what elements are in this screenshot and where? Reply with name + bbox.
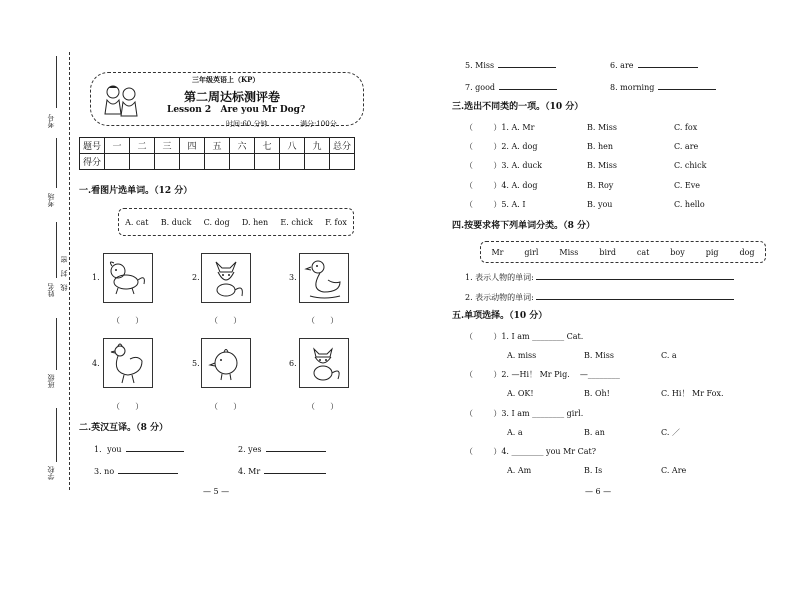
- classify-animals: 2. 表示动物的单词:: [465, 294, 734, 302]
- answer-line[interactable]: [658, 89, 716, 90]
- translate-item: 2. yes: [238, 446, 326, 454]
- choice-b: B. you: [587, 200, 613, 209]
- mc-question: （ ）1. I am ________ Cat.: [465, 332, 584, 341]
- picture-box-2: [201, 253, 251, 303]
- mc-option-c: C. Hi！ Mr Fox.: [661, 389, 724, 398]
- answer-line[interactable]: [499, 89, 557, 90]
- picture-box-1: [103, 253, 153, 303]
- cell: 九: [305, 138, 330, 154]
- cell: 六: [230, 138, 255, 154]
- exam-room-line: [56, 138, 57, 188]
- hen-icon: [104, 339, 152, 387]
- section1-title: 一.看图片选单词。（12 分）: [79, 186, 193, 196]
- score-cell[interactable]: [155, 154, 180, 170]
- answer-paren[interactable]: （ ）: [112, 316, 144, 325]
- mc-option-b: B. Miss: [584, 351, 614, 360]
- label-class: 班级: [47, 374, 55, 388]
- section4-title: 四.按要求将下列单词分类。（8 分）: [452, 221, 596, 231]
- mc-option-c: C. Are: [661, 466, 687, 475]
- classify-people: 1. 表示人物的单词:: [465, 274, 734, 282]
- choice-question: （ ）4. A. dog: [465, 181, 538, 190]
- mc-option-b: B. Is: [584, 466, 603, 475]
- section1-options-box: [118, 208, 354, 236]
- answer-paren[interactable]: （ ）: [112, 402, 144, 411]
- fox-icon: [202, 254, 250, 302]
- choice-question: （ ）5. A. I: [465, 200, 526, 209]
- score-cell-total[interactable]: [330, 154, 355, 170]
- cell: 一: [105, 138, 130, 154]
- label-xian: 线: [60, 284, 68, 291]
- name-line: [56, 222, 57, 278]
- mc-option-a: A. Am: [507, 466, 532, 475]
- word: boy: [670, 247, 685, 257]
- word: pig: [705, 247, 719, 257]
- choice-b: B. hen: [587, 142, 614, 151]
- item-number: 6.: [289, 359, 297, 368]
- cell: 五: [205, 138, 230, 154]
- translate-item: 7. good: [465, 84, 557, 92]
- word: cat: [636, 247, 650, 257]
- answer-line[interactable]: [118, 473, 178, 474]
- label-feng: 封: [60, 270, 68, 277]
- item-number: 4.: [92, 359, 100, 368]
- option: A. cat: [125, 217, 149, 227]
- cell: 二: [130, 138, 155, 154]
- picture-box-6: [299, 338, 349, 388]
- time-limit: 时间:60 分钟: [226, 120, 268, 128]
- exam-number-line: [56, 56, 57, 108]
- translate-item: 6. are: [610, 62, 698, 70]
- word: girl: [524, 247, 539, 257]
- mc-option-a: A. a: [507, 428, 523, 437]
- cat-icon: [300, 339, 348, 387]
- score-cell[interactable]: [105, 154, 130, 170]
- answer-line[interactable]: [536, 279, 734, 280]
- choice-c: C. hello: [674, 200, 705, 209]
- binding-dashed-line: [69, 52, 70, 490]
- choice-b: B. Miss: [587, 123, 617, 132]
- score-table-header-row: [80, 138, 355, 154]
- mc-option-b: B. an: [584, 428, 605, 437]
- choice-question: （ ）2. A. dog: [465, 142, 538, 151]
- answer-paren[interactable]: （ ）: [210, 402, 242, 411]
- score-cell[interactable]: [180, 154, 205, 170]
- picture-box-3: [299, 253, 349, 303]
- kids-illustration-icon: [97, 82, 145, 122]
- score-cell[interactable]: [305, 154, 330, 170]
- section3-title: 三.选出不同类的一项。（10 分）: [452, 102, 584, 112]
- mc-option-c: C. a: [661, 351, 677, 360]
- picture-box-5: [201, 338, 251, 388]
- score-cell[interactable]: [130, 154, 155, 170]
- answer-line[interactable]: [638, 67, 698, 68]
- mc-option-a: A. OK!: [507, 389, 534, 398]
- cell: 四: [180, 138, 205, 154]
- section2-title: 二.英汉互译。（8 分）: [79, 423, 169, 433]
- score-table: [79, 137, 355, 170]
- cell: 八: [280, 138, 305, 154]
- item-number: 5.: [192, 359, 200, 368]
- translate-item: 8. morning: [610, 84, 716, 92]
- item-number: 2.: [192, 273, 200, 282]
- cell-label: 得分: [80, 154, 105, 170]
- answer-line[interactable]: [264, 473, 326, 474]
- mc-option-a: A. miss: [507, 351, 537, 360]
- choice-c: C. Eve: [674, 181, 701, 190]
- full-score: 满分:100分: [300, 120, 337, 128]
- mc-question: （ ）3. I am ________ girl.: [465, 409, 584, 418]
- label-name: 姓名: [47, 283, 55, 297]
- answer-paren[interactable]: （ ）: [307, 402, 339, 411]
- dog-icon: [104, 254, 152, 302]
- word: dog: [739, 247, 755, 257]
- translate-item: 4. Mr: [238, 468, 326, 476]
- answer-line[interactable]: [498, 67, 556, 68]
- school-line: [56, 408, 57, 462]
- word: Mr: [491, 247, 504, 257]
- label-mi: 密: [60, 256, 68, 263]
- choice-c: C. chick: [674, 161, 707, 170]
- mc-question: （ ）2. —Hi！ Mr Pig. —________: [465, 370, 620, 379]
- picture-box-4: [103, 338, 153, 388]
- option: B. duck: [160, 217, 192, 227]
- translate-item: 1．you: [94, 446, 184, 454]
- score-table-score-row: [80, 154, 355, 170]
- grade-tag: 三年级英语上（KP）: [192, 75, 260, 84]
- page-number-right: — 6 —: [585, 487, 612, 496]
- translate-item: 3. no: [94, 468, 178, 476]
- chick-icon: [202, 339, 250, 387]
- cell: 七: [255, 138, 280, 154]
- translate-item: 5. Miss: [465, 62, 556, 70]
- choice-c: C. are: [674, 142, 699, 151]
- word: bird: [599, 247, 616, 257]
- cell-total: 总分: [330, 138, 355, 154]
- class-line: [56, 318, 57, 370]
- option: E. chick: [280, 217, 313, 227]
- item-number: 1.: [92, 273, 100, 282]
- section5-title: 五.单项选择。（10 分）: [452, 311, 548, 321]
- score-cell[interactable]: [280, 154, 305, 170]
- choice-b: B. Roy: [587, 181, 614, 190]
- choice-b: B. Miss: [587, 161, 617, 170]
- score-cell[interactable]: [230, 154, 255, 170]
- label-exam-room: 考场: [47, 193, 55, 207]
- score-cell[interactable]: [205, 154, 230, 170]
- cell: 三: [155, 138, 180, 154]
- mc-question: （ ）4. ________ you Mr Cat?: [465, 447, 597, 456]
- answer-paren[interactable]: （ ）: [210, 316, 242, 325]
- page-number-left: — 5 —: [203, 487, 230, 496]
- answer-line[interactable]: [536, 299, 734, 300]
- item-number: 3.: [289, 273, 297, 282]
- mc-option-c: C. ／: [661, 428, 680, 437]
- cell-label: 题号: [80, 138, 105, 154]
- score-cell[interactable]: [255, 154, 280, 170]
- label-school: 学校: [47, 466, 55, 480]
- option: C. dog: [203, 217, 230, 227]
- word: Miss: [559, 247, 579, 257]
- section4-words-box: [480, 241, 766, 263]
- answer-paren[interactable]: （ ）: [307, 316, 339, 325]
- duck-icon: [300, 254, 348, 302]
- option: D. hen: [241, 217, 269, 227]
- label-exam-number: 考号: [47, 114, 55, 128]
- answer-line[interactable]: [266, 451, 326, 452]
- choice-question: （ ）3. A. duck: [465, 161, 542, 170]
- page-title: 第二周达标测评卷: [184, 90, 281, 104]
- choice-c: C. fox: [674, 123, 698, 132]
- option: F. fox: [325, 217, 347, 227]
- mc-option-b: B. Oh!: [584, 389, 610, 398]
- answer-line[interactable]: [126, 451, 184, 452]
- page-subtitle: Lesson 2 Are you Mr Dog?: [167, 105, 306, 115]
- choice-question: （ ）1. A. Mr: [465, 123, 535, 132]
